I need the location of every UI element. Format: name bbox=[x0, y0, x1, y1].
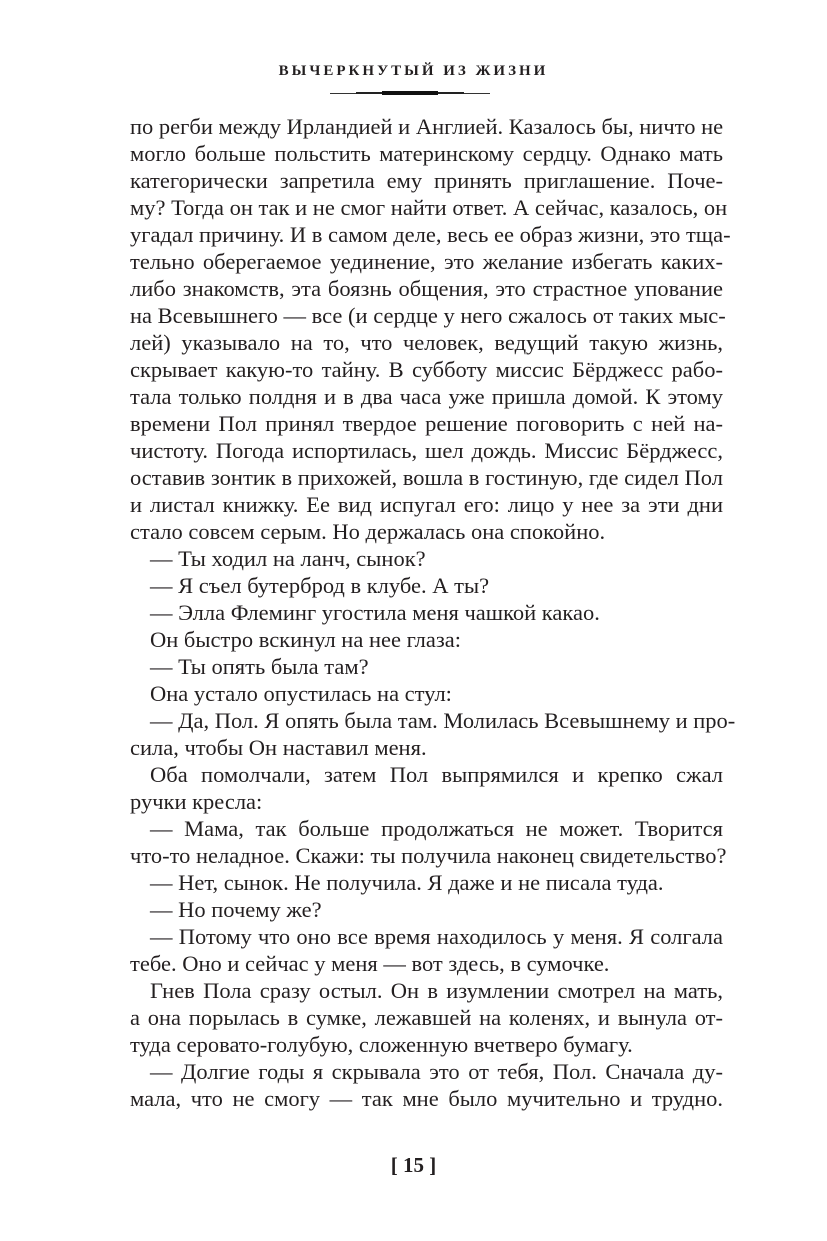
text-line: стало совсем серым. Но держалась она спокойно. bbox=[130, 519, 606, 544]
text-line: — Ты опять была там? bbox=[150, 654, 369, 679]
text-line: лей) указывало на то, что человек, ведущий такую жизнь, bbox=[130, 330, 723, 355]
text-line: тельно оберегаемое уединение, это желание избегать каких- bbox=[130, 249, 723, 274]
text-line: Он быстро вскинул на нее глаза: bbox=[150, 627, 462, 652]
text-line: что-то неладное. Скажи: ты получила наконец свидетельство? bbox=[130, 843, 727, 868]
text-line: чистоту. Погода испортилась, шел дождь. Миссис Бёрджесс, bbox=[130, 438, 723, 463]
text-line: — Я съел бутерброд в клубе. А ты? bbox=[150, 573, 490, 598]
text-line: — Мама, так больше продолжаться не может. Творится bbox=[150, 816, 723, 841]
text-line: — Элла Флеминг угостила меня чашкой какао. bbox=[150, 600, 600, 625]
text-line: категорически запретила ему принять приглашение. Поче- bbox=[130, 168, 723, 193]
text-line: времени Пол принял твердое решение поговорить с ней на- bbox=[130, 411, 723, 436]
text-line: по регби между Ирландией и Англией. Казалось бы, ничто не bbox=[130, 114, 724, 139]
running-head: ВЫЧЕРКНУТЫЙ ИЗ ЖИЗНИ bbox=[278, 63, 549, 79]
text-line: скрывает какую-то тайну. В субботу миссис Бёрджесс рабо- bbox=[130, 357, 723, 382]
page-number: [ 15 ] bbox=[390, 1153, 437, 1177]
text-line: Она устало опустилась на стул: bbox=[150, 681, 452, 706]
text-line: а она порылась в сумке, лежавшей на коленях, и вынула от- bbox=[130, 1005, 723, 1030]
text-line: — Но почему же? bbox=[150, 897, 322, 922]
text-line: угадал причину. И в самом деле, весь ее образ жизни, это тща- bbox=[130, 222, 731, 247]
text-line: Оба помолчали, затем Пол выпрямился и крепко сжал bbox=[150, 762, 723, 787]
text-line: — Потому что оно все время находилось у меня. Я солгала bbox=[150, 924, 723, 949]
text-line: му? Тогда он так и не смог найти ответ. А сейчас, казалось, он bbox=[130, 195, 728, 220]
text-line: оставив зонтик в прихожей, вошла в гостиную, где сидел Пол bbox=[130, 465, 723, 490]
text-line: тала только полдня и в два часа уже пришла домой. К этому bbox=[130, 384, 723, 409]
text-line: ручки кресла: bbox=[130, 789, 263, 814]
header-rule-thick bbox=[382, 91, 438, 95]
text-line: мала, что не смогу — так мне было мучительно и трудно. bbox=[130, 1086, 723, 1111]
text-line: — Да, Пол. Я опять была там. Молилась Всевышнему и про- bbox=[150, 708, 736, 733]
text-line: тебе. Оно и сейчас у меня — вот здесь, в сумочке. bbox=[130, 951, 610, 976]
text-line: на Всевышнего — все (и сердце у него сжалось от таких мыс- bbox=[130, 303, 726, 328]
text-line: — Нет, сынок. Не получила. Я даже и не писала туда. bbox=[150, 870, 664, 895]
body-text bbox=[130, 113, 736, 1112]
text-line: — Долгие годы я скрывала это от тебя, Пол. Сначала ду- bbox=[150, 1059, 723, 1084]
text-line: могло больше польстить материнскому сердцу. Однако мать bbox=[130, 141, 723, 166]
text-line: — Ты ходил на ланч, сынок? bbox=[150, 546, 426, 571]
text-line: сила, чтобы Он наставил меня. bbox=[130, 735, 427, 760]
text-line: и листал книжку. Ее вид испугал его: лицо у нее за эти дни bbox=[130, 492, 723, 517]
text-line: Гнев Пола сразу остыл. Он в изумлении смотрел на мать, bbox=[150, 978, 723, 1003]
text-line: туда серовато-голубую, сложенную вчетверо бумагу. bbox=[130, 1032, 633, 1057]
text-line: либо знакомств, эта боязнь общения, это страстное упование bbox=[130, 276, 723, 301]
